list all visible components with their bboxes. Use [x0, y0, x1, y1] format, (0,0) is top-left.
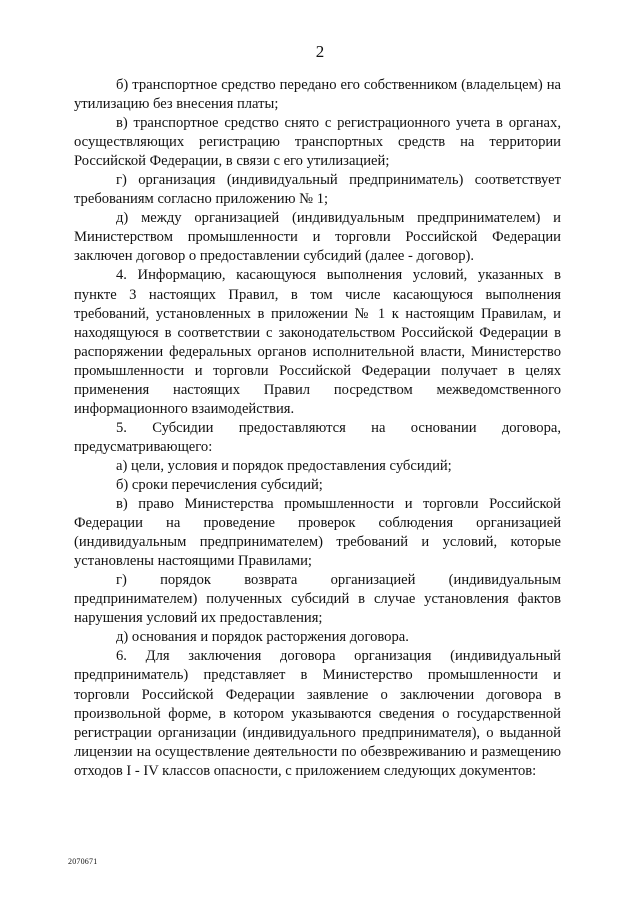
paragraph-d: д) между организацией (индивидуальным предпринимателем) и Министерством промышленности и торговли Российской Федерации заключен договор о предоставлении субсидий (далее - договор). [74, 210, 561, 265]
paragraph-5g: г) порядок возврата организацией (индивидуальным предпринимателем) полученных субсидий в случае установления фактов нарушения условий их предоставления; [74, 572, 561, 627]
document-body [74, 76, 561, 781]
paragraph-b: б) транспортное средство передано его собственником (владельцем) на утилизацию без внесения платы; [74, 77, 561, 113]
paragraph-5: 5. Субсидии предоставляются на основании договора, предусматривающего: [74, 419, 561, 455]
paragraph-5b: б) сроки перечисления субсидий; [116, 476, 323, 493]
paragraph-5d: д) основания и порядок расторжения договора. [116, 629, 409, 646]
paragraph-5v: в) право Министерства промышленности и торговли Российской Федерации на проведение проверок соблюдения организацией (индивидуальным предпринимателем) требований и условий, которые установлены настоящими Правилами; [74, 496, 561, 570]
document-code: 2070671 [68, 857, 98, 866]
page-number: 2 [315, 42, 325, 61]
paragraph-4: 4. Информацию, касающуюся выполнения условий, указанных в пункте 3 настоящих Правил, в том числе касающуюся выполнения требований, установленных в приложении № 1 к настоящим Правилам, и находящуюся в соответствии с законодательством Российской Федерации в распоряжении федеральных органов исполнительной власти, Министерство промышленности и торговли Российской Федерации получает в целях применения настоящих Правил посредством межведомственного информационного взаимодействия. [74, 267, 561, 417]
paragraph-6: 6. Для заключения договора организация (индивидуальный предприниматель) представляет в Министерство промышленности и торговли Российской Федерации заявление о заключении договора в произвольной форме, в котором указываются сведения о государственной регистрации организации (индивидуального предпринимателя), о выданной лицензии на осуществление деятельности по обезвреживанию и размещению отходов I - IV классов опасности, с приложением следующих документов: [74, 648, 561, 779]
paragraph-g: г) организация (индивидуальный предприниматель) соответствует требованиям согласно приложению № 1; [74, 172, 561, 208]
paragraph-5a: а) цели, условия и порядок предоставления субсидий; [116, 457, 452, 474]
paragraph-v: в) транспортное средство снято с регистрационного учета в органах, осуществляющих регистрацию транспортных средств на территории Российской Федерации, в связи с его утилизацией; [74, 115, 561, 170]
